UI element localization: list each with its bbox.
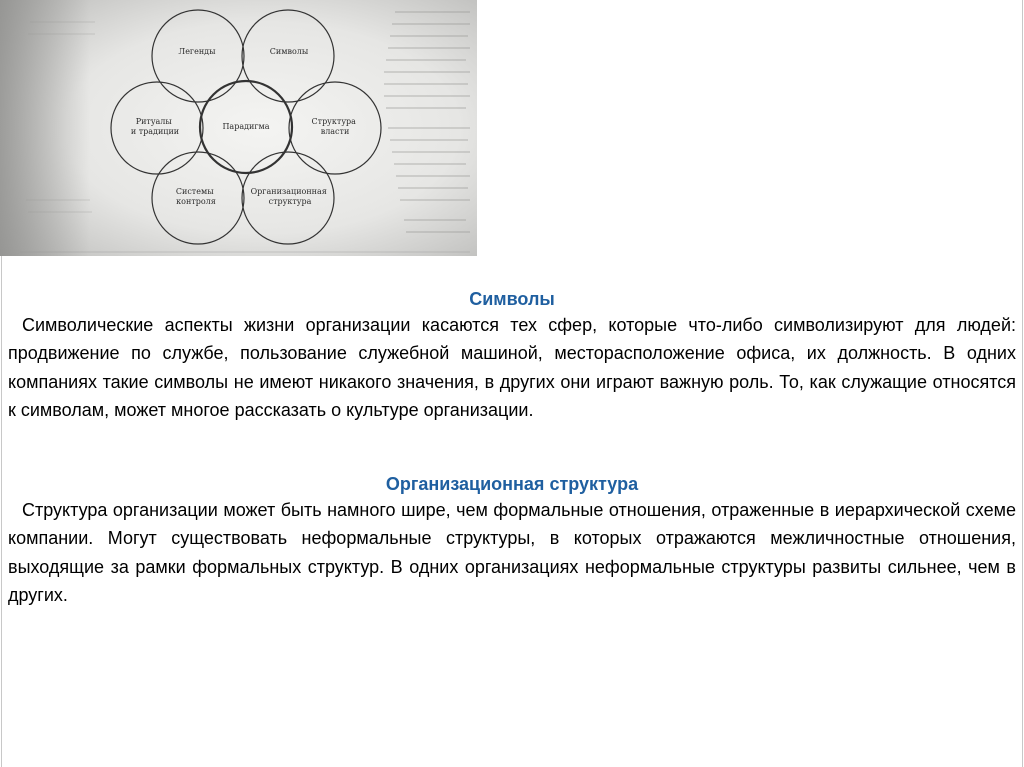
label-orgstruct-line2: структура bbox=[268, 197, 312, 206]
section-title: Символы bbox=[469, 289, 555, 309]
label-power-line1: Структура bbox=[311, 117, 356, 126]
label-legends: Легенды bbox=[178, 47, 216, 56]
label-orgstruct-line1: Организационная bbox=[250, 187, 327, 196]
slide-border-right bbox=[1022, 0, 1023, 767]
cultural-web-diagram bbox=[0, 0, 477, 256]
label-rituals-line1: Ритуалы bbox=[135, 117, 172, 126]
label-control-line2: контроля bbox=[176, 197, 216, 206]
label-control-line1: Системы bbox=[175, 187, 214, 196]
label-symbols: Символы bbox=[269, 47, 309, 56]
label-paradigm: Парадигма bbox=[222, 122, 270, 131]
section-title: Организационная структура bbox=[385, 474, 639, 494]
section-symbols bbox=[8, 287, 1016, 425]
paper-shadow bbox=[0, 0, 90, 256]
label-rituals-line2: и традиции bbox=[130, 127, 180, 136]
section-org-structure bbox=[8, 472, 1016, 610]
label-power-line2: власти bbox=[320, 127, 350, 136]
label-control bbox=[176, 187, 216, 206]
section-body: Структура организации может быть намного шире, чем формальные отношения, отраженные в иерархической схеме компании. Могут существовать неформальные структуры, в которых отражаются межличностные отношения, выходящие за рамки формальных структур. В одних организациях неформальные структуры развиты сильнее, чем в других. bbox=[8, 500, 1016, 606]
section-body: Символические аспекты жизни организации касаются тех сфер, которые что-либо символизируют для людей: продвижение по службе, пользование служебной машиной, месторасположение офиса, их должность. В одних компаниях такие символы не имеют никакого значения, в других они играют важную роль. То, как служащие относятся к символам, может многое рассказать о культуре организации. bbox=[8, 315, 1016, 421]
label-rituals bbox=[131, 117, 179, 136]
